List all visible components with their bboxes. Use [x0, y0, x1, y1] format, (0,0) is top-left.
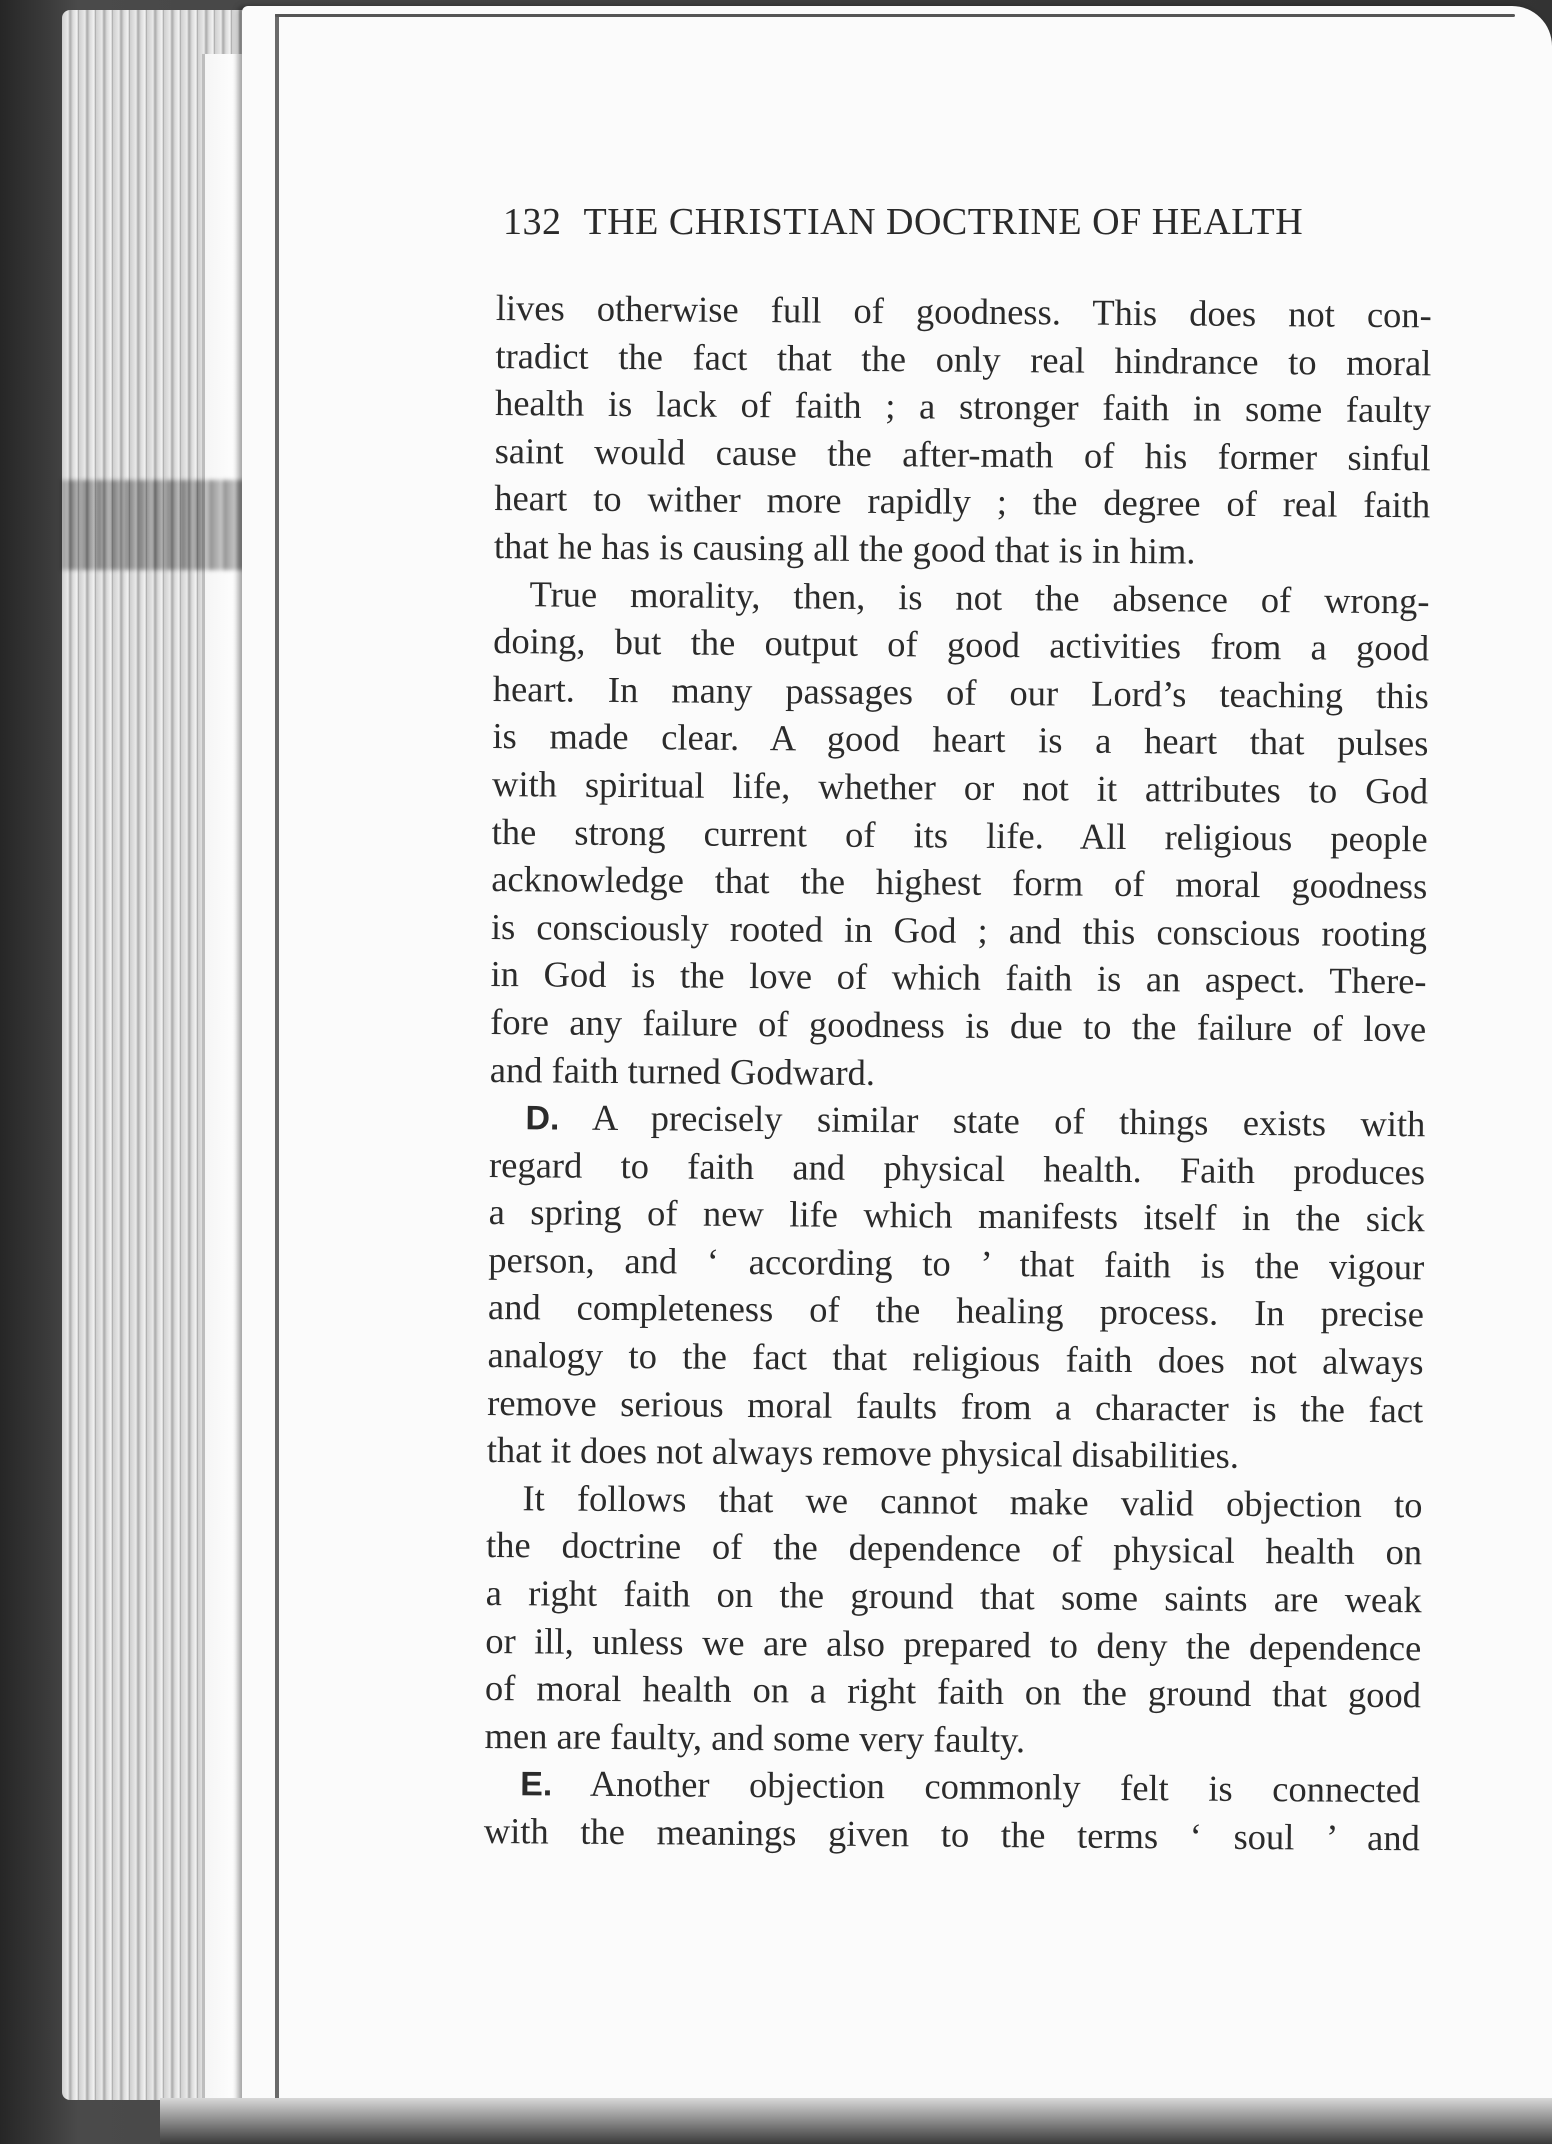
paragraph-1	[494, 284, 1432, 577]
text-line: in God is the love of which faith is an aspect. There-	[490, 953, 1427, 1002]
text-line: men are faulty, and some very faulty.	[484, 1714, 1026, 1761]
text-line: a right faith on the ground that some saints are weak	[485, 1571, 1422, 1621]
text-line: lives otherwise full of goodness. This does not con-	[495, 286, 1432, 336]
page-frame-left-line	[275, 14, 279, 2099]
text-line: that he has is causing all the good that is in him.	[493, 524, 1196, 572]
text-line: of moral health on a right faith on the ground that good	[484, 1667, 1422, 1716]
page-number: 132	[503, 201, 562, 243]
paragraph-2	[490, 570, 1430, 1101]
section-letter: D.	[525, 1099, 560, 1138]
text-line: heart. In many passages of our Lord’s teaching this	[492, 667, 1429, 717]
text-line: with the meanings given to the terms ‘ soul ’ and	[483, 1809, 1420, 1859]
text-line: and faith turned Godward.	[489, 1048, 876, 1093]
text-line: is consciously rooted in God ; and this conscious rooting	[490, 905, 1428, 955]
text-line	[489, 1093, 1425, 1148]
body-text	[484, 284, 1432, 1862]
paragraph-4	[484, 1474, 1422, 1767]
text-line: with spiritual life, whether or not it attributes to God	[491, 762, 1429, 812]
section-d-paragraph	[487, 1093, 1426, 1481]
text-line: True morality, then, is not the absence of wrong-	[529, 572, 1430, 621]
page-bottom-shadow	[160, 2098, 1552, 2144]
text-line: regard to faith and physical health. Faith produces	[488, 1143, 1426, 1193]
text-line: tradict the fact that the only real hindrance to moral	[495, 334, 1432, 383]
section-e-paragraph	[484, 1759, 1421, 1862]
section-first-line: Another objection commonly felt is connected	[589, 1763, 1421, 1811]
text-line: the strong current of its life. All religious people	[491, 810, 1428, 859]
text-line: doing, but the output of good activities from a good	[493, 620, 1430, 669]
text-line: acknowledge that the highest form of moral goodness	[491, 858, 1428, 907]
text-line: fore any failure of goodness is due to the failure of love	[490, 1000, 1427, 1050]
text-line: health is lack of faith ; a stronger faith in some faulty	[494, 382, 1432, 431]
text-line: It follows that we cannot make valid objection to	[522, 1477, 1423, 1526]
text-line: saint would cause the after-math of his former sinful	[494, 429, 1431, 479]
text-line: a spring of new life which manifests itself in the sick	[488, 1191, 1425, 1240]
page-edge-shadow	[62, 480, 272, 570]
section-letter: E.	[520, 1765, 553, 1804]
section-first-line: A precisely similar state of things exists with	[591, 1096, 1426, 1145]
running-head	[503, 200, 1408, 260]
text-line: and completeness of the healing process. In precise	[487, 1286, 1425, 1335]
text-line: the doctrine of the dependence of physical health on	[485, 1524, 1423, 1573]
page-frame-top-line	[275, 14, 1515, 17]
text-line: remove serious moral faults from a character is the fact	[487, 1381, 1424, 1430]
text-line: person, and ‘ according to ’ that faith is the vigour	[488, 1238, 1425, 1288]
text-line: analogy to the fact that religious faith does not always	[487, 1334, 1424, 1383]
text-line: or ill, unless we are also prepared to deny the dependence	[485, 1619, 1422, 1668]
text-line: that it does not always remove physical disabilities.	[486, 1429, 1240, 1477]
book-page-edges	[62, 10, 272, 2100]
text-line: is made clear. A good heart is a heart that pulses	[492, 715, 1429, 764]
running-head-title: THE CHRISTIAN DOCTRINE OF HEALTH	[583, 201, 1304, 243]
text-line: heart to wither more rapidly ; the degree of real faith	[494, 477, 1431, 526]
text-line	[484, 1759, 1420, 1814]
